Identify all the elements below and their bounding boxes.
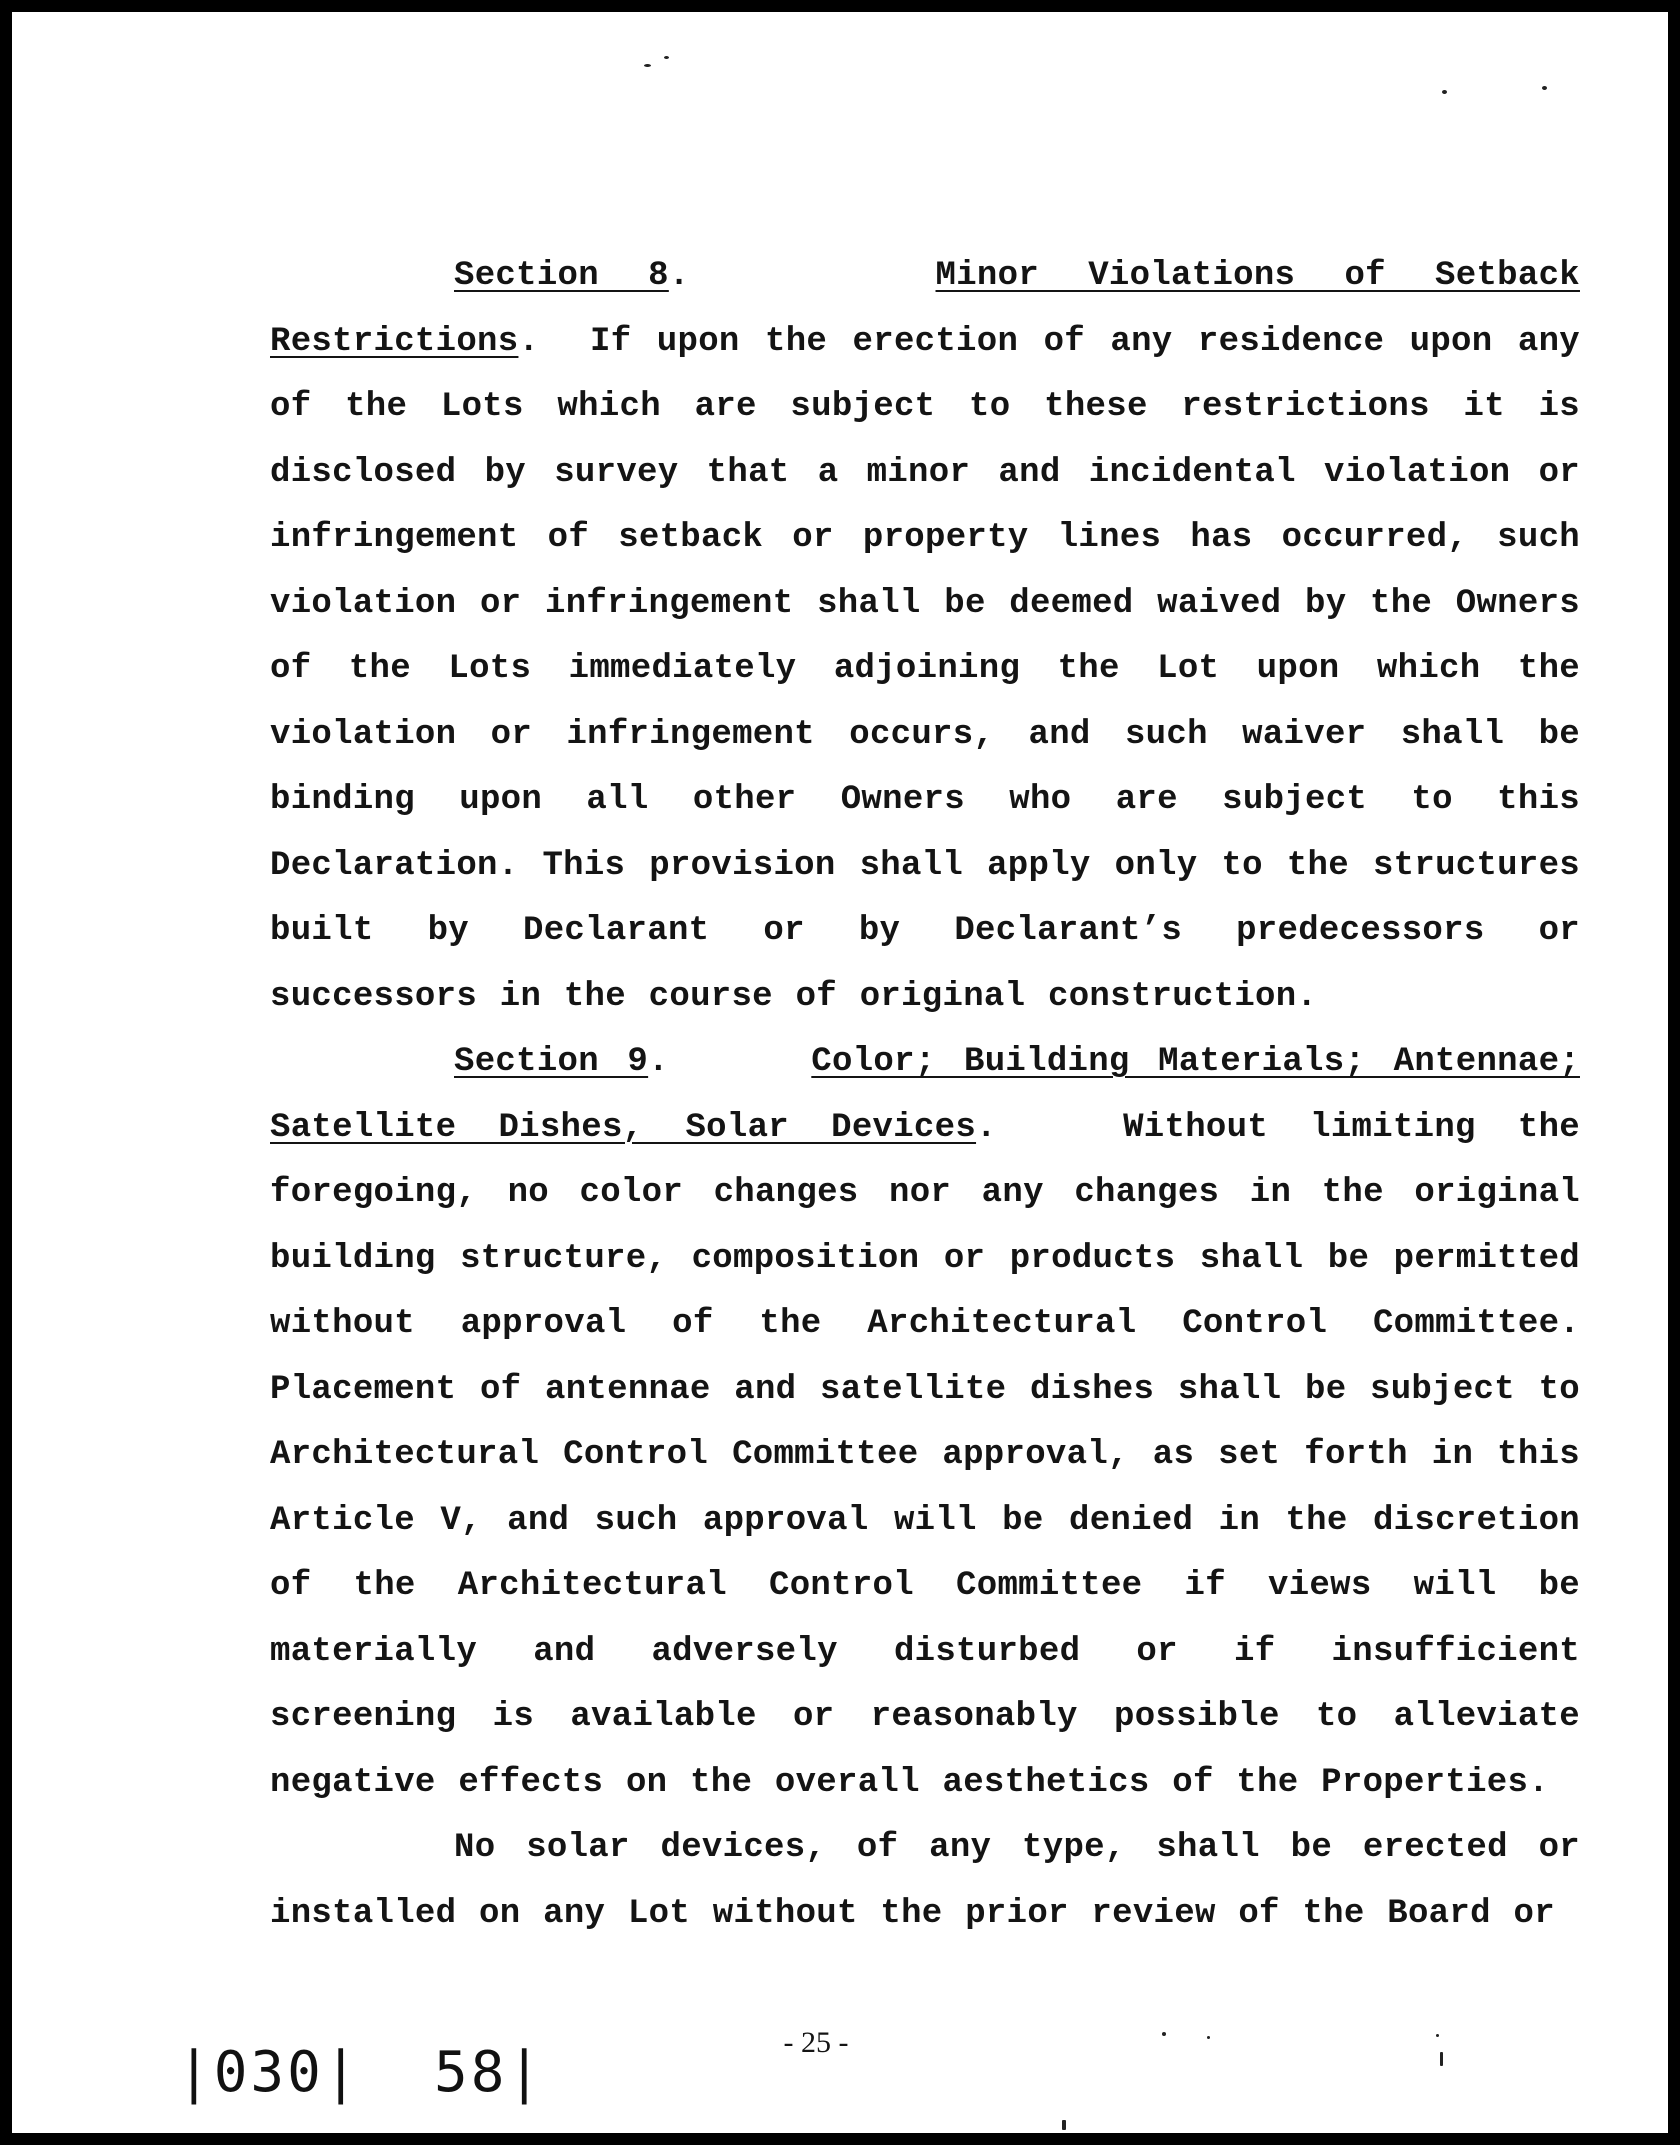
scan-speck (1062, 2120, 1066, 2130)
scan-speck (664, 56, 669, 59)
section-8-body: If upon the erection of any residence upon any of the Lots which are subject to these restrictions it is disclosed by survey that a minor and incidental violation or infringement of setback or property lines has occurred, such violation or infringement shall be deemed waived by the Owners of the Lots immediately adjoining the Lot upon which the violation or infringement occurs, and such waiver shall be binding upon all other Owners who are subject to this Declaration. This provision shall apply only to the structures built by Declarant or by Declarant’s predecessors or successors in the course of original construction. (270, 322, 1580, 1016)
recording-stamp: |030| 58| (177, 2040, 545, 2105)
section-9-body: Without limiting the foregoing, no color changes nor any changes in the original building structure, composition or products shall be permitted without approval of the Architectural Control Committee. Placement of antennae and satellite dishes shall be subject to Architectural Control Committee approval, as set forth in this Article V, and such approval will be denied in the discretion of the Architectural Control Committee if views will be materially and adversely disturbed or if insufficient screening is available or reasonably possible to alleviate negative effects on the overall aesthetics of the Properties. (270, 1108, 1580, 1802)
section-9-number: Section 9 (454, 1043, 649, 1081)
section-9-paragraph: Section 9. Color; Building Materials; Antennae; Satellite Dishes, Solar Devices. Without limiting the foregoing, no color changes nor any changes in the original building structure, composition or products shall be permitted without approval of the Architectural Control Committee. Placement of antennae and satellite dishes shall be subject to Architectural Control Committee approval, as set forth in this Article V, and such approval will be denied in the discretion of the Architectural Control Committee if views will be materially and adversely disturbed or if insufficient screening is available or reasonably possible to alleviate negative effects on the overall aesthetics of the Properties. (270, 1043, 1580, 1802)
scan-speck (1440, 2052, 1443, 2066)
solar-devices-paragraph: No solar devices, of any type, shall be erected or installed on any Lot without the prior review of the Board or (270, 1829, 1580, 1933)
page-number: - 25 - (783, 2026, 849, 2059)
scan-speck (1442, 90, 1447, 94)
section-9-title: Color; Building Materials; Antennae; Satellite Dishes, Solar Devices (270, 1043, 1580, 1147)
scan-speck (1436, 2034, 1439, 2037)
section-8-number: Section 8 (454, 257, 669, 295)
section-8-title: Minor Violations of Setback Restrictions (270, 257, 1580, 361)
scan-speck (1542, 86, 1547, 90)
scan-speck (1162, 2032, 1166, 2036)
scan-speck (1207, 2036, 1210, 2039)
scan-speck (644, 64, 651, 67)
section-8-paragraph: Section 8. Minor Violations of Setback Restrictions. If upon the erection of any residence upon any of the Lots which are subject to these restrictions it is disclosed by survey that a minor and incidental violation or infringement of setback or property lines has occurred, such violation or infringement shall be deemed waived by the Owners of the Lots immediately adjoining the Lot upon which the violation or infringement occurs, and such waiver shall be binding upon all other Owners who are subject to this Declaration. This provision shall apply only to the structures built by Declarant or by Declarant’s predecessors or successors in the course of original construction. (270, 257, 1580, 1016)
document-page (12, 12, 1668, 2133)
document-body (270, 244, 1580, 1947)
